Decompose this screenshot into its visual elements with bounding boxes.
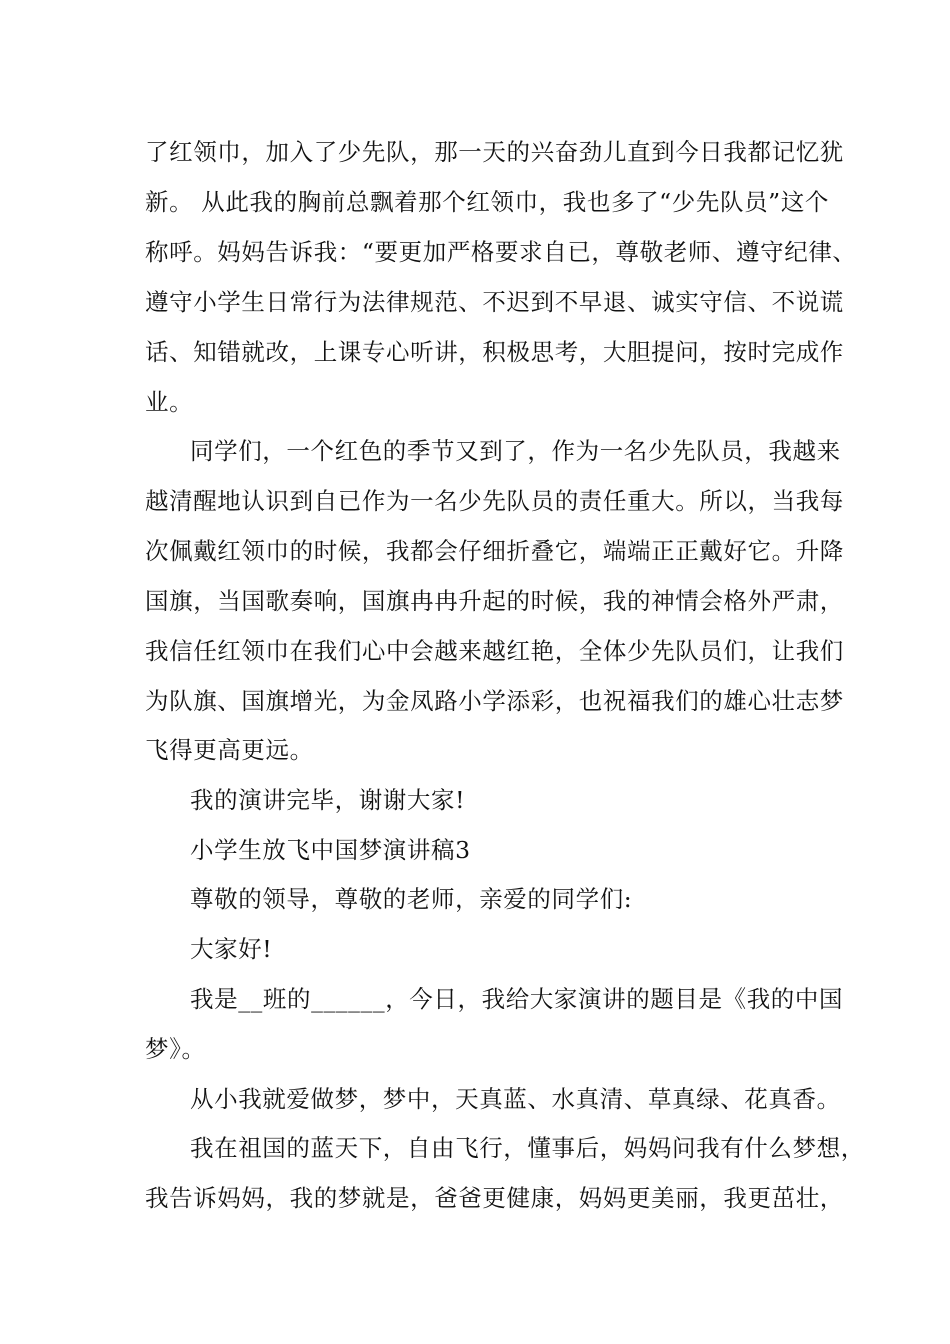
text-line: 越清醒地认识到自已作为一名少先队员的责任重大。所以，当我每: [145, 487, 844, 515]
paragraph-first-line: 我在祖国的蓝天下，自由飞行，懂事后，妈妈问我有什么梦想，: [190, 1134, 865, 1162]
paragraph-first-line: 我是__班的______，今日，我给大家演讲的题目是《我的中国: [190, 985, 844, 1013]
text-line: 了红领巾，加入了少先队，那一天的兴奋劲儿直到今日我都记忆犹: [145, 138, 844, 166]
text-line: 梦》。: [145, 1035, 206, 1063]
section-heading: 小学生放飞中国梦演讲稿3: [190, 836, 471, 864]
salutation: 尊敬的领导，尊敬的老师，亲爱的同学们:: [190, 885, 633, 913]
text-line: 次佩戴红领巾的时候，我都会仔细折叠它，端端正正戴好它。升降: [145, 537, 844, 565]
greeting: 大家好!: [190, 935, 273, 963]
text-line: 飞得更高更远。: [145, 736, 314, 764]
text-line: 业。: [145, 388, 194, 416]
text-line: 话、知错就改，上课专心听讲，积极思考，大胆提问，按时完成作: [145, 338, 844, 366]
text-line: 国旗，当国歌奏响，国旗冉冉升起的时候，我的神情会格外严肃，: [145, 587, 844, 615]
paragraph-first-line: 我的演讲完毕，谢谢大家!: [190, 786, 466, 814]
text-line: 为队旗、国旗增光，为金凤路小学添彩，也祝福我们的雄心壮志梦: [145, 687, 844, 715]
text-line: 我告诉妈妈，我的梦就是，爸爸更健康，妈妈更美丽，我更茁壮，: [145, 1184, 844, 1212]
paragraph-first-line: 从小我就爱做梦，梦中，天真蓝、水真清、草真绿、花真香。: [190, 1085, 841, 1113]
text-line: 称呼。妈妈告诉我：“要更加严格要求自已，尊敬老师、遵守纪律、: [145, 238, 857, 266]
paragraph-first-line: 同学们，一个红色的季节又到了，作为一名少先队员，我越来: [190, 437, 841, 465]
text-line: 我信任红领巾在我们心中会越来越红艳，全体少先队员们，让我们: [145, 637, 844, 665]
text-line: 新。 从此我的胸前总飘着那个红领巾，我也多了“少先队员”这个: [145, 188, 829, 216]
text-line: 遵守小学生日常行为法律规范、不迟到不早退、诚实守信、不说谎: [145, 288, 844, 316]
